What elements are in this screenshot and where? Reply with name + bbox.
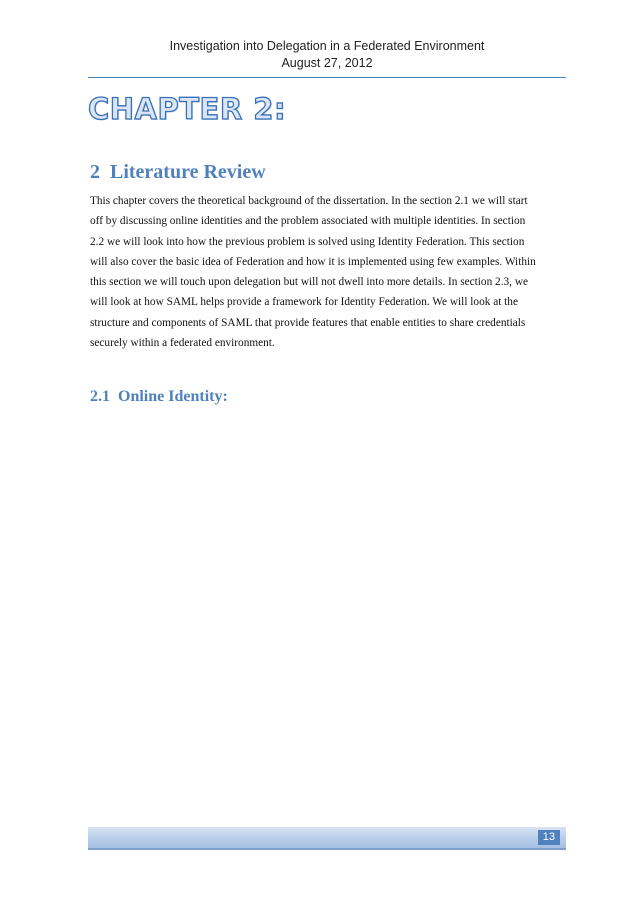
footer-bar	[88, 827, 566, 850]
paragraph-line: structure and components of SAML that provide features that enable entities to share credentials	[90, 316, 526, 329]
subsection-heading	[90, 388, 228, 406]
paragraph-line: securely within a federated environment.	[90, 337, 275, 350]
paragraph-line: This chapter covers the theoretical background of the dissertation. In the section 2.1 we will start	[90, 195, 528, 207]
section-heading	[90, 161, 266, 184]
paragraph-line: off by discussing online identities and the problem associated with multiple identities. In section	[90, 215, 526, 228]
section-title: Literature Review	[110, 161, 266, 183]
running-header	[88, 38, 566, 72]
body-paragraph	[90, 191, 568, 353]
paragraph-line: 2.2 we will look into how the previous problem is solved using Identity Federation. This section	[90, 235, 525, 248]
header-date: August 27, 2012	[281, 56, 373, 70]
subsection-number: 2.1	[90, 388, 110, 405]
paragraph-line: will look at how SAML helps provide a framework for Identity Federation. We will look at the	[90, 296, 518, 309]
header-title: Investigation into Delegation in a Federated Environment	[169, 39, 485, 53]
page-number: 13	[538, 830, 560, 845]
header-divider	[88, 77, 566, 78]
section-number: 2	[90, 161, 100, 183]
paragraph-line: this section we will touch upon delegation but will not dwell into more details. In section 2.3, we	[90, 276, 528, 289]
chapter-label: CHAPTER 2:	[88, 92, 287, 126]
paragraph-line: will also cover the basic idea of Federation and how it is implemented using few examples. Within	[90, 255, 536, 268]
subsection-title: Online Identity:	[118, 388, 228, 405]
